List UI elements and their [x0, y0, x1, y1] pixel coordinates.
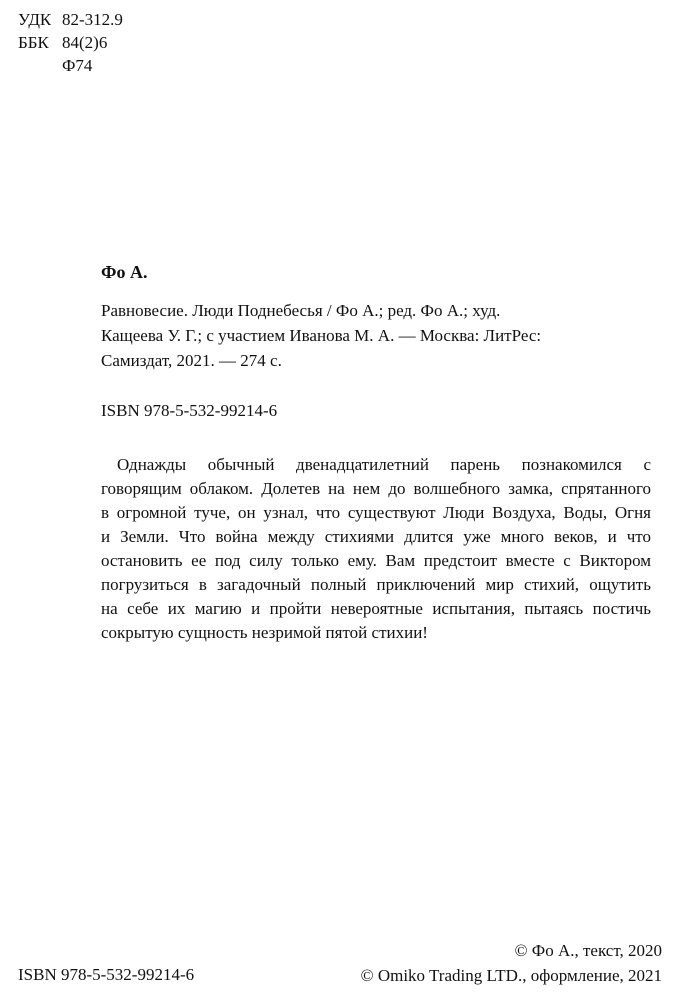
- bbk-label: ББК: [18, 33, 49, 52]
- annotation-line: погрузиться в загадочный полный приключений мир стихий, ощутить: [101, 575, 651, 594]
- copyright-design-line: © Omiko Trading LTD., оформление, 2021: [360, 966, 662, 985]
- annotation-line: остановить ее под силу только ему. Вам предстоит вместе с Виктором: [101, 551, 651, 570]
- udk-row: [18, 8, 123, 31]
- author-code-row: [18, 54, 123, 77]
- annotation-line: и Земли. Что война между стихиями длится уже много веков, и что: [101, 527, 651, 546]
- author-heading: Фо А.: [101, 262, 148, 282]
- footer-isbn: ISBN 978-5-532-99214-6: [18, 965, 195, 984]
- copyright-block: [361, 938, 662, 988]
- biblio-line-2: Кащеева У. Г.; с участием Иванова М. А. — Москва: ЛитРес:: [101, 326, 542, 345]
- biblio-line-1: Равновесие. Люди Поднебесья / Фо А.; ред. Фо А.; худ.: [101, 301, 501, 320]
- udk-value: 82-312.9: [62, 10, 123, 29]
- annotation-line: говорящим облаком. Долетев на нем до волшебного замка, спрятанного: [101, 479, 651, 498]
- annotation-line: Однажды обычный двенадцатилетний парень познакомился с: [117, 455, 651, 474]
- bbk-row: [18, 31, 123, 54]
- annotation-line: на себе их магию и пройти невероятные испытания, пытаясь постичь: [101, 599, 651, 618]
- annotation-paragraph: [101, 453, 651, 645]
- author-code: Ф74: [62, 56, 93, 75]
- copyright-text-line: © Фо А., текст, 2020: [514, 941, 662, 960]
- classification-block: [18, 8, 123, 77]
- bibliographic-description: [101, 298, 541, 373]
- bbk-value: 84(2)6: [62, 33, 108, 52]
- annotation-line: в огромной туче, он узнал, что существуют Люди Воздуха, Воды, Огня: [101, 503, 651, 522]
- annotation-line: сокрытую сущность незримой пятой стихии!: [101, 623, 428, 642]
- isbn-main: ISBN 978-5-532-99214-6: [101, 401, 278, 420]
- biblio-line-3: Самиздат, 2021. — 274 с.: [101, 351, 282, 370]
- udk-label: УДК: [18, 10, 52, 29]
